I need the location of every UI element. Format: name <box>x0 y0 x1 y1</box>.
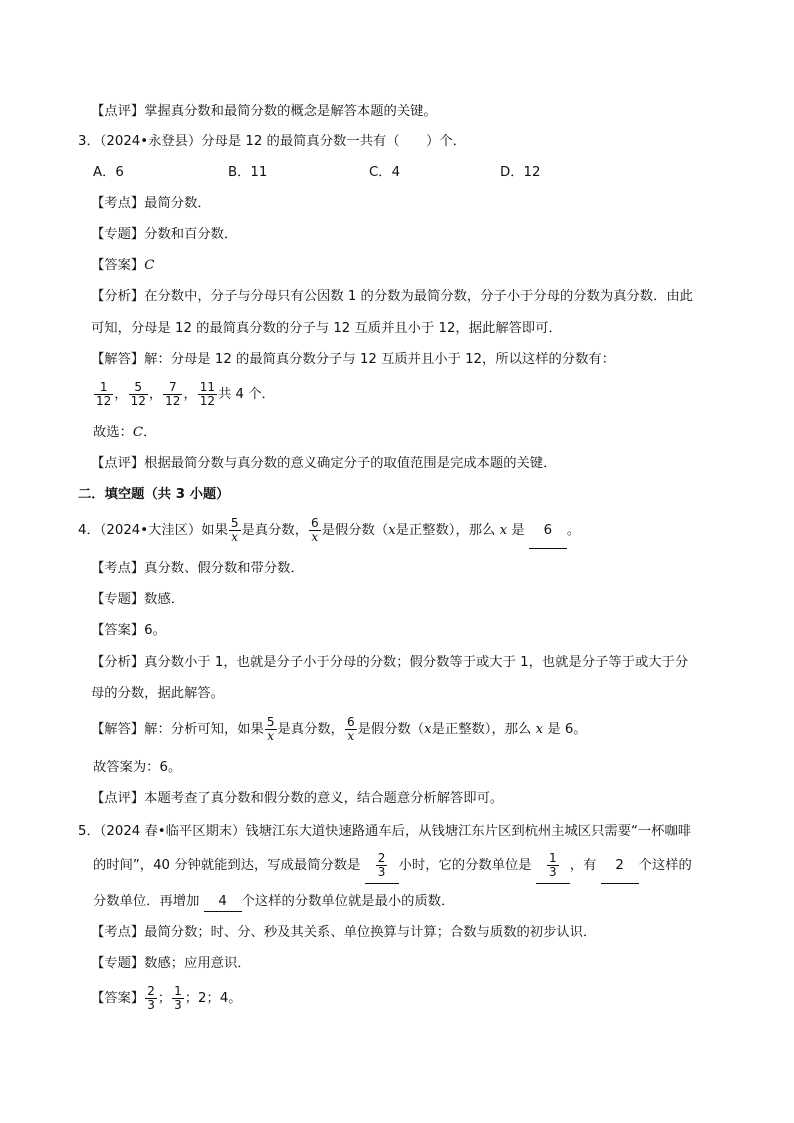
fraction-1-12: $\frac{1}{12}$ <box>96 379 112 408</box>
q5-line-3 <box>93 893 454 912</box>
q3-kaodian: 【考点】最简分数． <box>91 196 211 211</box>
fraction-2-3: $\frac{2}{3}$ <box>147 983 155 1012</box>
q3-jieda: 【解答】解：分母是 12 的最简真分数分子与 12 互质并且小于 12，所以这样的分数有： <box>91 352 615 367</box>
q4-text: 是正整数），那么 <box>431 722 532 737</box>
q4-stem-prefix: 4．（2024•大洼区）如果 <box>78 523 228 538</box>
q3-comment: 【点评】根据最简分数与真分数的意义确定分子的取值范围是完成本题的关键． <box>91 456 557 471</box>
q5-blank-4: 4 <box>204 893 242 912</box>
q4-answer-blank: 6 <box>529 514 567 549</box>
fraction-1-3: $\frac{1}{3}$ <box>174 983 182 1012</box>
q3-zhuanti: 【专题】分数和百分数． <box>91 227 238 242</box>
q3-stem: 3．（2024•永登县）分母是 12 的最简真分数一共有（ ）个． <box>78 134 466 149</box>
q4-fenxi-2: 母的分数，据此解答。 <box>91 686 224 701</box>
q4-jieda-prefix: 【解答】解：分析可知，如果 <box>91 722 264 737</box>
fraction-6-over-x: $\frac{6}{x}$ <box>346 714 355 743</box>
q3-option-a: A．6 <box>93 165 124 180</box>
q3-answer <box>91 257 154 275</box>
q5-answer-label: 【答案】 <box>91 991 145 1006</box>
variable-x: x <box>499 523 508 538</box>
q5-kaodian: 【考点】最简分数；时、分、秒及其关系、单位换算与计算；合数与质数的初步认识． <box>91 925 597 940</box>
fraction-11-12: $\frac{11}{12}$ <box>199 379 216 408</box>
q4-stem <box>78 514 580 549</box>
fraction-5-over-x: $\frac{5}{x}$ <box>230 515 239 544</box>
separator: ， <box>148 387 163 402</box>
q5-text: 的时间”，40 分钟就能到达，写成最简分数是 <box>93 858 361 873</box>
q4-comment: 【点评】本题考查了真分数和假分数的意义，结合题意分析解答即可。 <box>91 791 504 806</box>
q4-text: 是真分数， <box>241 523 308 538</box>
q5-line-1: 5．（2024 春•临平区期末）钱塘江东大道快速路通车后，从钱塘江东片区到杭州主城区只需要“一杯咖啡 <box>78 824 692 839</box>
variable-x: x <box>424 722 432 737</box>
q3-answer-value: C <box>144 258 155 273</box>
variable-x: x <box>388 523 396 538</box>
q3-answer-label: 【答案】 <box>91 258 145 273</box>
q3-option-d: D．12 <box>500 165 541 180</box>
q3-fenxi-2: 可知，分母是 12 的最简真分数的分子与 12 互质并且小于 12，据此解答即可． <box>91 321 562 336</box>
q4-zhuanti: 【专题】数感． <box>91 592 185 607</box>
q5-blank-2: $\frac{1}{3}$ <box>536 849 570 884</box>
section-title: 二．填空题（共 3 小题） <box>78 487 230 502</box>
fraction-6-over-x: $\frac{6}{x}$ <box>311 515 319 544</box>
fraction-7-12: $\frac{7}{12}$ <box>165 379 181 408</box>
q4-text: 是 6。 <box>547 722 587 737</box>
fraction-tail: 共 4 个． <box>218 387 275 402</box>
fraction-5-over-x: $\frac{5}{x}$ <box>266 714 275 743</box>
q4-fenxi-1: 【分析】真分数小于 1，也就是分子小于分母的分数；假分数等于或大于 1，也就是分子等于或大于分 <box>91 655 689 670</box>
separator: ； <box>157 991 172 1006</box>
q5-text: 个这样的分数单位就是最小的质数． <box>241 894 455 909</box>
q5-text: 分数单位．再增加 <box>93 894 200 909</box>
variable-x: x <box>535 722 544 737</box>
q5-blank-3: 2 <box>601 849 639 884</box>
q5-text: ，有 <box>569 858 597 873</box>
q4-gu: 故答案为：6。 <box>93 760 182 775</box>
q4-text: 是真分数， <box>277 722 344 737</box>
fraction-5-12: $\frac{5}{12}$ <box>130 379 146 408</box>
q5-line-2 <box>93 849 692 884</box>
separator: ， <box>183 387 197 402</box>
choose-value: C <box>132 425 144 440</box>
q4-text: 是假分数（ <box>321 523 389 538</box>
q5-answer <box>91 982 242 1016</box>
q3-choose <box>93 424 156 442</box>
q5-blank-1: $\frac{2}{3}$ <box>365 849 399 884</box>
q4-text: 是正整数），那么 <box>395 523 496 538</box>
q4-kaodian: 【考点】真分数、假分数和带分数． <box>91 561 304 576</box>
q5-zhuanti: 【专题】数感；应用意识． <box>91 956 251 971</box>
q4-answer: 【答案】6。 <box>91 623 166 638</box>
q4-text: 是假分数（ <box>357 722 425 737</box>
q3-option-c: C．4 <box>369 165 401 180</box>
choose-suffix: ． <box>143 425 157 440</box>
q5-text: 小时，它的分数单位是 <box>398 858 532 873</box>
choose-prefix: 故选： <box>93 425 133 440</box>
q5-answer-tail: ；2；4。 <box>184 991 242 1006</box>
q3-fenxi-1: 【分析】在分数中，分子与分母只有公因数 1 的分数为最简分数，分子小于分母的分数为真分数．由此 <box>91 289 693 304</box>
q4-jieda <box>91 713 587 747</box>
q2-comment: 【点评】掌握真分数和最简分数的概念是解答本题的关键。 <box>91 104 437 119</box>
q3-option-b: B．11 <box>228 165 268 180</box>
q4-text: 。 <box>566 523 581 538</box>
q4-text: 是 <box>511 523 525 538</box>
q3-fraction-list <box>93 378 275 412</box>
separator: ， <box>114 387 128 402</box>
q5-text: 个这样的 <box>638 858 692 873</box>
